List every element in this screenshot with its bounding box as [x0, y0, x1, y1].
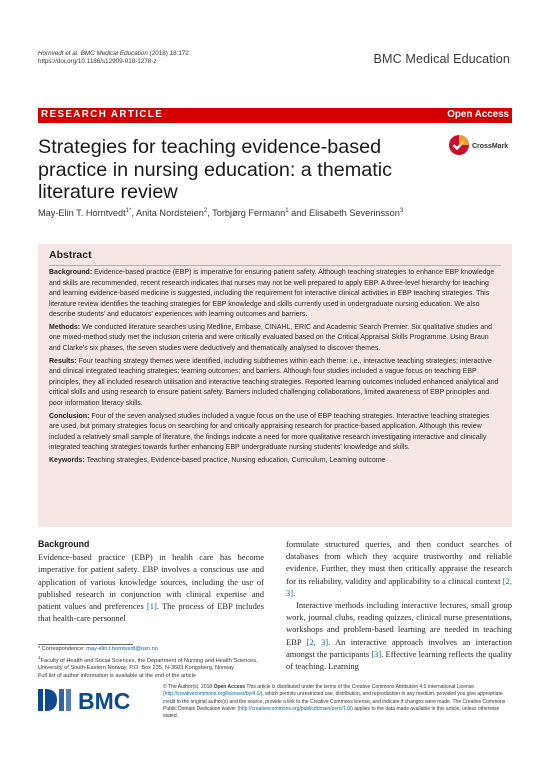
body-right-column: [286, 538, 512, 672]
citation-header: [38, 50, 189, 67]
article-title: Strategies for teaching evidence-based practice in nursing education: a thematic literature review: [38, 136, 393, 204]
body-text: . An interactive approach involves an interaction amongst the participants: [286, 636, 512, 659]
abstract-conclusion-text: Four of the seven analysed studies included a vague focus on the use of EBP teaching strategies. Interactive teaching strategies are used, but primary strategies focus on searching for and critically appraising research for practice-based application. Although this review included a relatively small sample of literature, the findings indicate a need for more qualitative research investigating interactive and clinically integrated teaching strategies towards further enhancing EBP undergraduate nursing students' knowledge and skills.: [49, 412, 490, 452]
abstract-background-text: Evidence-based practice (EBP) is imperative for ensuring patient safety. Although teaching strategies to enhance EBP knowledge and skills are recommended, recent research indicates that nurses may not be well prepared to apply EBP. A three-level hierarchy for teaching and learning evidence-based medicine is suggested, including the requirement for interactive clinical activities in EBP teaching strategies. This literature review identifies the teaching strategies for EBP knowledge and skills currently used in undergraduate nursing education. We also describe students' and educators' experiences with learning outcomes and barriers.: [49, 269, 495, 318]
correspondence: [38, 646, 268, 654]
author-name: Anita Nordsteien: [135, 208, 204, 219]
correspondence-label: * Correspondence:: [38, 646, 87, 652]
abstract-methods: [49, 323, 501, 355]
author-affiliation-mark: 1*: [125, 208, 132, 214]
author-affiliation-mark: 3: [399, 208, 404, 214]
article-type-banner: [38, 108, 512, 123]
abstract-conclusion: [49, 412, 501, 454]
abstract-conclusion-label: Conclusion:: [49, 412, 90, 420]
abstract-keywords: [49, 456, 501, 467]
abstract-background-label: Background:: [49, 269, 93, 276]
citation-journal: BMC Medical Education: [80, 50, 148, 57]
crossmark-badge[interactable]: [448, 134, 508, 156]
abstract-heading: Abstract: [49, 249, 92, 261]
author-affiliation-mark: 1: [285, 208, 289, 214]
affiliation: [38, 654, 268, 673]
correspondence-email[interactable]: may-elin.t.horntvedt@usn.no: [86, 646, 158, 652]
article-type-label: RESEARCH ARTICLE: [41, 109, 164, 120]
reference-link[interactable]: [2, 3]: [286, 575, 512, 598]
reference-link[interactable]: [2, 3]: [306, 636, 329, 647]
body-text: . The process of EBP includes that health-care personnel: [38, 601, 265, 624]
footnote: [38, 646, 268, 680]
abstract-methods-label: Methods:: [49, 323, 81, 331]
open-access-label: Open Access: [447, 109, 509, 120]
abstract-box: [38, 244, 512, 527]
bmc-logo-text: BMC: [78, 688, 131, 714]
doi-link[interactable]: https://doi.org/10.1186/s12909-018-1278-z: [38, 58, 157, 66]
author-name: Elisabeth Severinsson: [308, 208, 400, 219]
author-list: May-Elin T. Horntvedt$^{1*}$, Anita Nordsteien$^2$, Torbjørg Fermann$^1$ and Elisabeth Severinsson$^3$: [38, 208, 404, 219]
body-paragraph: [286, 538, 512, 599]
reference-link[interactable]: [1]: [146, 601, 157, 612]
section-heading-background: Background: [38, 539, 90, 549]
affiliation-text: Faculty of Health and Social Sciences, the Department of Nursing and Health Sciences, University of South-Eastern Norway, P.O. Box 235, N-3603 Kongsberg, Norway: [38, 657, 258, 672]
keywords-text: Teaching strategies, Evidence-based practice, Nursing education, Curriculum, Learning outcome: [86, 457, 386, 465]
journal-name: BMC Medical Education: [373, 52, 510, 66]
author-name: May-Elin T. Horntvedt: [38, 208, 126, 219]
body-text: . Effective learning reflects the quality of teaching. Learning: [286, 648, 513, 672]
abstract-body: [49, 268, 501, 469]
body-text: Interactive methods including interactive lectures, small group work, journal clubs, reading quizzes, clinical nurse presentations, workshops and problem-based learning are needed in teaching EBP: [286, 600, 512, 647]
body-text: .: [293, 587, 296, 598]
body-text: Evidence-based practice (EBP) in health care has become imperative for patient safety. EBP involves a conscious use and application of various knowledge sources, including the use of published research in conjunction with clinical expertise and patient values and preferences: [38, 552, 264, 612]
abstract-divider: [49, 265, 501, 266]
license-open-access: Open Access: [213, 684, 246, 690]
reference-link[interactable]: [3]: [371, 648, 382, 659]
author-name: Torbjørg Fermann: [212, 208, 286, 219]
license-body: ) applies to the data made available in this article, unless otherwise stated.: [163, 705, 500, 720]
body-paragraph: [38, 551, 264, 624]
abstract-results-text: Four teaching strategy themes were identified, including subthemes within each theme: i.e., interactive teaching strategies; interactive and clinical integrated teaching strategies; learning outcomes; and barriers. Although four studies included a vague focus on teaching EBP principles, they all included research utilisation and interactive teaching strategies. Reported learning outcomes included enhanced analytical and critical skills and using research to ensure patient safety. Barriers included challenging collaborations, limited awareness of EBP principles and poor information literacy skills.: [49, 357, 499, 407]
citation-authors: Hornvedt et al.: [38, 50, 79, 57]
abstract-background: [49, 268, 501, 321]
footnote-divider: [38, 644, 133, 645]
license-body: ), which permits unrestricted use, distribution, and reproduction in any medium, provided you give appropriate credit to the original author(s) and the source, provide a link to the Creative Commons license, and indicate if changes were made. The Creative Commons Public Domain Dedication waiver (: [163, 691, 506, 712]
crossmark-icon: [448, 134, 508, 156]
license-text: [163, 684, 513, 720]
affiliation-mark: 1: [38, 654, 41, 660]
crossmark-label: CrossMark: [472, 143, 508, 150]
bmc-logo-icon: [38, 686, 156, 714]
author-affiliation-mark: 2: [203, 208, 208, 214]
bmc-logo: [38, 686, 156, 714]
license-body: This article is distributed under the terms of the Creative Commons Attribution 4.0 International License (: [163, 684, 474, 698]
body-text: formulate structured queries, and then conduct searches of databases from which they acquire trustworthy and reliable evidence. Further, they must then critically appraise the research for its reliability, validity and applicability to a clinical context: [286, 539, 512, 586]
citation-year-volume: (2018) 18:172: [149, 50, 189, 57]
license-url-cc-zero[interactable]: http://creativecommons.org/publicdomain/zero/1.0/: [239, 705, 352, 712]
abstract-methods-text: We conducted literature searches using Medline, Embase, CINAHL, ERIC and Academic Search Premier. Six qualitative studies and one mixed-method study met the inclusion criteria and were critically evaluated based on the Critical Appraisal Skills Programme. Using Braun and Clarke's six phases, the seven studies were deductively and thematically analysed to discover themes.: [49, 323, 493, 352]
license-url-cc-by[interactable]: http://creativecommons.org/licenses/by/4.0/: [164, 691, 261, 698]
abstract-results: [49, 357, 501, 410]
body-paragraph: [286, 599, 512, 672]
license-copyright: © The Author(s). 2018: [163, 684, 214, 690]
keywords-label: Keywords:: [49, 457, 85, 465]
abstract-results-label: Results:: [49, 357, 77, 365]
body-left-column: [38, 538, 264, 624]
author-info-note: Full list of author information is available at the end of the article: [38, 672, 196, 679]
